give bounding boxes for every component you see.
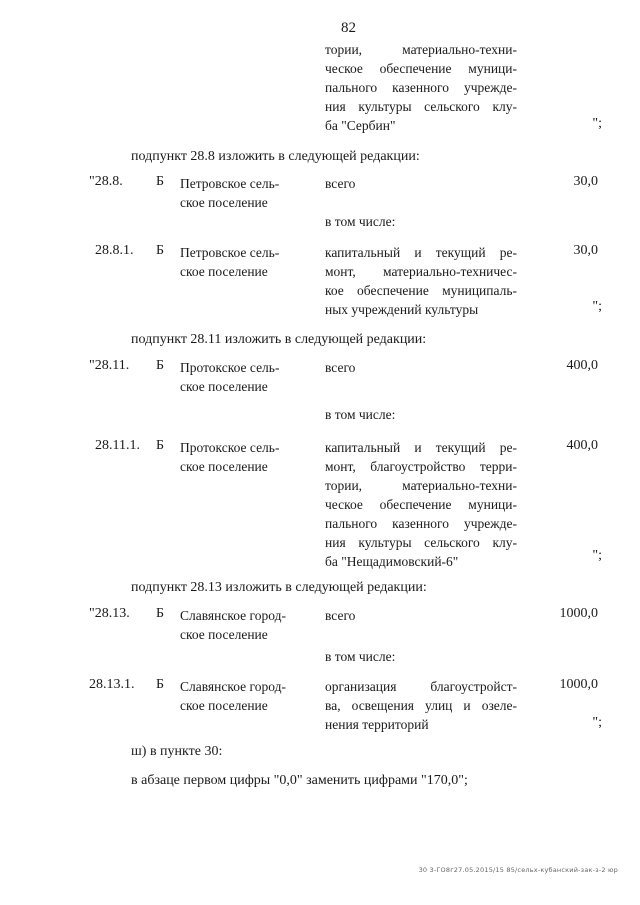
item-municipality [180, 677, 310, 715]
section-heading: подпункт 28.8 изложить в следующей редакции: [131, 149, 420, 164]
muni-line: Протокское сель- [180, 360, 280, 375]
closing-quote: "; [592, 548, 602, 563]
item-category: Б [156, 174, 165, 189]
closing-quote: "; [592, 116, 602, 131]
muni-line: Петровское сель- [180, 176, 280, 191]
muni-line: Славянское город- [180, 608, 286, 623]
desc-line: капитальный и текущий ре- [325, 245, 517, 260]
desc-line: пального казенного учрежде- [325, 516, 517, 531]
desc-line: капитальный и текущий ре- [325, 440, 517, 455]
item-amount: 400,0 [566, 438, 598, 453]
item-number: 28.13.1. [89, 677, 135, 692]
item-municipality [180, 438, 310, 476]
desc-line: ных учреждений культуры [325, 302, 479, 317]
desc-line: ческое обеспечение муници- [325, 497, 517, 512]
desc-line: ба "Сербин" [325, 118, 396, 133]
item-description [325, 606, 517, 625]
desc-line: монт, благоустройство терри- [325, 459, 517, 474]
closing-quote: "; [592, 715, 602, 730]
item-number: "28.13. [89, 606, 130, 621]
item-municipality [180, 358, 310, 396]
desc-line: в том числе: [325, 214, 396, 229]
item-description [325, 174, 517, 193]
muni-line: ское поселение [180, 459, 268, 474]
desc-line: пального казенного учрежде- [325, 80, 517, 95]
muni-line: ское поселение [180, 195, 268, 210]
muni-line: Петровское сель- [180, 245, 280, 260]
item-category: Б [156, 438, 165, 453]
item-number: "28.11. [89, 358, 130, 373]
item-municipality [180, 174, 310, 212]
item-category: Б [156, 606, 165, 621]
desc-line: кое обеспечение муниципаль- [325, 283, 517, 298]
item-amount: 400,0 [566, 358, 598, 373]
desc-line: организация благоустройст- [325, 679, 517, 694]
desc-line: ния культуры сельского клу- [325, 535, 517, 550]
desc-line: нения территорий [325, 717, 429, 732]
item-category: Б [156, 243, 165, 258]
closing-quote: "; [592, 299, 602, 314]
desc-line: ния культуры сельского клу- [325, 99, 517, 114]
item-category: Б [156, 677, 165, 692]
item-municipality [180, 243, 310, 281]
item-number: 28.11.1. [95, 438, 140, 453]
desc-line: в том числе: [325, 407, 396, 422]
item-description [325, 677, 517, 734]
desc-line: всего [325, 360, 356, 375]
item-amount: 30,0 [573, 243, 598, 258]
item-description [325, 405, 517, 424]
item-number: 28.8.1. [95, 243, 134, 258]
item-description [325, 212, 517, 231]
item-amount: 30,0 [573, 174, 598, 189]
item-description [325, 438, 517, 571]
desc-line: всего [325, 176, 356, 191]
muni-line: ское поселение [180, 627, 268, 642]
item-amount: 1000,0 [559, 677, 598, 692]
desc-line: тории, материально-техни- [325, 478, 517, 493]
closing-text: в абзаце первом цифры "0,0" заменить цифрами "170,0"; [131, 773, 468, 788]
muni-line: ское поселение [180, 264, 268, 279]
section-heading: подпункт 28.13 изложить в следующей редакции: [131, 580, 427, 595]
muni-line: ское поселение [180, 698, 268, 713]
desc-line: всего [325, 608, 356, 623]
top-block-description [325, 40, 517, 135]
closing-item: ш) в пункте 30: [131, 744, 223, 759]
item-description [325, 647, 517, 666]
section-heading: подпункт 28.11 изложить в следующей редакции: [131, 332, 427, 347]
item-municipality [180, 606, 310, 644]
desc-line: ческое обеспечение муници- [325, 61, 517, 76]
footer-stamp: 30 3-ГО8г27.05.2015/15 85/сельх-кубанский-зак-з-2 юр [418, 866, 618, 874]
item-amount: 1000,0 [559, 606, 598, 621]
muni-line: Славянское город- [180, 679, 286, 694]
muni-line: ское поселение [180, 379, 268, 394]
desc-line: в том числе: [325, 649, 396, 664]
muni-line: Протокское сель- [180, 440, 280, 455]
desc-line: тории, материально-техни- [325, 42, 517, 57]
item-category: Б [156, 358, 165, 373]
item-number: "28.8. [89, 174, 123, 189]
desc-line: монт, материально-техничес- [325, 264, 517, 279]
item-description [325, 243, 517, 319]
desc-line: ба "Нещадимовский-6" [325, 554, 459, 569]
page-number: 82 [341, 20, 356, 36]
item-description [325, 358, 517, 377]
desc-line: ва, освещения улиц и озеле- [325, 698, 517, 713]
